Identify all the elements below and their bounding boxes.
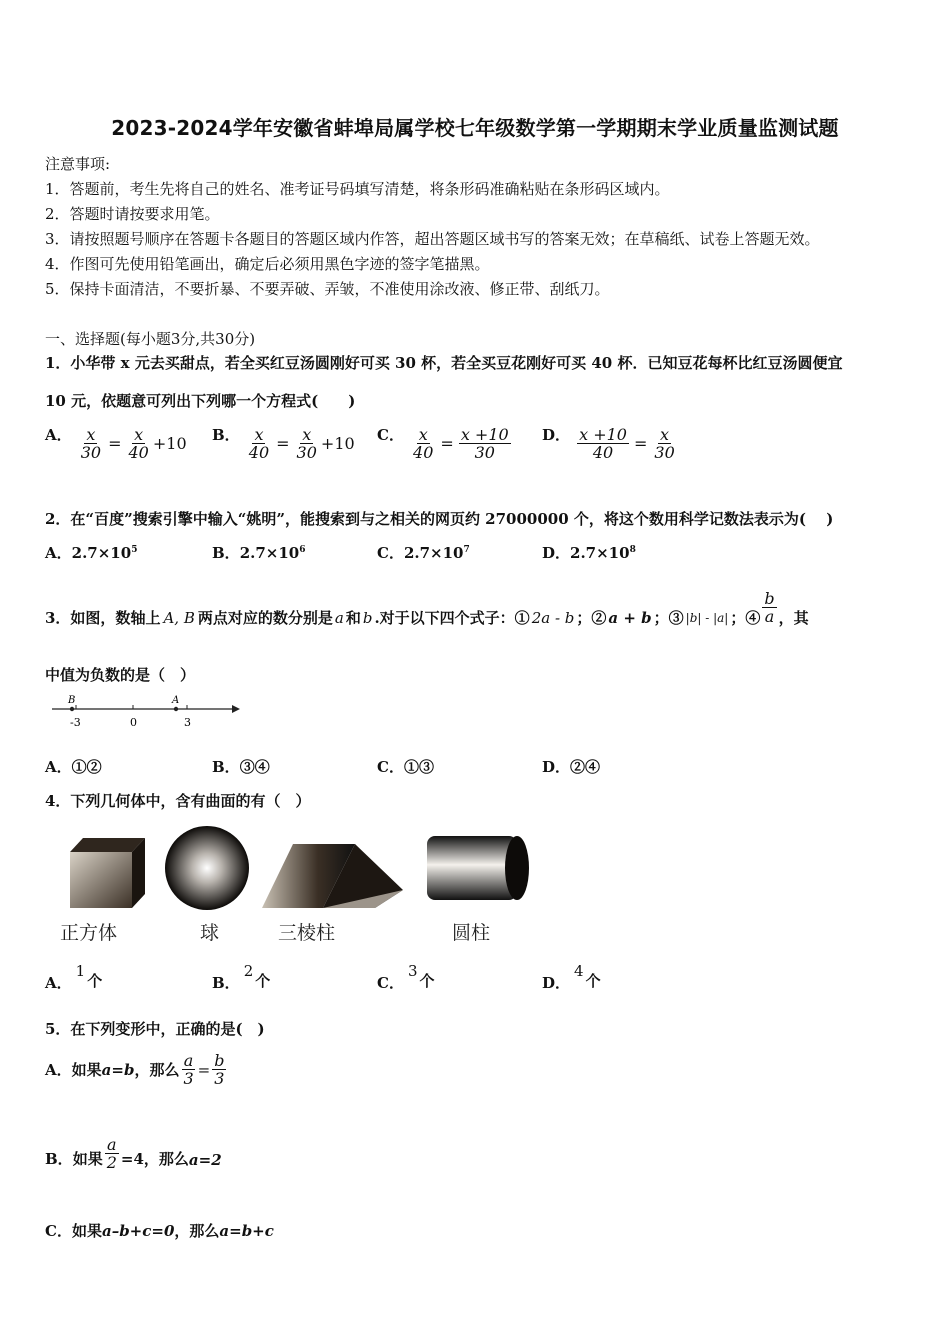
frac-den: a [764,607,775,626]
page-title: 2023-2024学年安徽省蚌埠局属学校七年级数学第一学期期末学业质量监测试题 [111,116,839,140]
arrow-icon [232,705,240,713]
exponent: 5 [131,545,138,555]
frac-den: 40 [248,443,270,462]
frac-den: 3 [214,1069,225,1088]
frac-den: 30 [80,443,102,462]
q3-stem-line2: 中值为负数的是（ ） [45,666,196,684]
option-label: B． [45,1150,73,1168]
option-value: 2 [243,962,254,980]
option-value: ①③ [403,758,434,776]
q2-option-b[interactable] [212,542,306,563]
option-value: 2.7×10 [570,544,630,562]
stem-math: A, B [163,608,195,627]
option-unit: 个 [255,972,271,990]
point-a [174,707,178,711]
solids-figure [55,824,545,919]
frac-num: x [302,425,312,444]
frac-num: b [764,589,775,608]
q4-option-a[interactable] [45,962,103,992]
frac-den: 30 [296,443,317,462]
frac-den: 3 [183,1069,194,1088]
notice-item: 5．保持卡面清洁，不要折暴、不要弄破、弄皱，不准使用涂改液、修正带、刮纸刀。 [45,280,610,298]
option-label: A． [45,974,72,992]
option-value: ③④ [239,758,270,776]
q1-stem-line1: 1．小华带 x 元去买甜点，若全买红豆汤圆刚好可买 30 杯，若全买豆花刚好可买 40 杯．已知豆花每杯比红豆汤圆便宜 [45,354,843,372]
option-label: B． [212,974,240,992]
stem-math: b [362,608,373,627]
frac-den: 30 [654,443,675,462]
stem-math: 2a - b [531,608,575,627]
exponent: 6 [299,545,306,555]
option-math: a=2 [188,1151,222,1169]
label-a: A [172,695,180,706]
option-value: 4 [574,962,584,980]
option-label: C． [377,426,404,444]
section-heading: 一、选择题(每小题3分,共30分) [45,330,256,348]
frac-num: x [660,425,670,444]
option-value: ①② [71,758,102,776]
option-label: D． [542,758,571,776]
frac-num: a [183,1051,194,1070]
equals-sign: = [440,434,454,453]
option-label: C． [377,758,404,776]
q1-option-c[interactable] [377,424,513,461]
cube-icon [70,852,132,908]
eq-tail: +10 [152,434,187,453]
q4-option-b[interactable] [212,962,271,992]
option-value: ②④ [570,758,601,776]
shape-label-cube: 正方体 [60,922,118,944]
option-text: 如果 [72,1150,103,1168]
tick-label: 0 [130,716,137,729]
option-label: D． [542,544,571,562]
notice-heading: 注意事项: [45,155,111,173]
option-label: C． [377,974,404,992]
q2-option-c[interactable] [377,542,470,563]
q5-option-a[interactable] [45,1052,228,1087]
cylinder-end [505,836,529,900]
notice-item: 4．作图可先使用铅笔画出，确定后必须用黑色字迹的签字笔描黑。 [45,255,490,273]
option-value: 2.7×10 [403,544,464,562]
q2-stem: 2．在“百度”搜索引擎中输入“姚明”，能搜索到与之相关的网页约 27000000 个，将这个数用科学记数法表示为( ) [45,510,834,528]
equals-sign: = [108,434,122,453]
equals-sign: = [633,434,648,453]
cube-top [70,838,145,852]
frac-num: x +10 [460,425,509,444]
frac-num: b [214,1051,225,1070]
tick-label: 3 [184,716,191,729]
q1-option-b[interactable] [212,424,355,461]
frac-num: x +10 [579,425,627,444]
q4-option-c[interactable] [377,962,435,992]
stem-math: a + b [608,608,652,627]
shape-label-cylinder: 圆柱 [452,922,491,944]
option-value: 3 [407,962,418,980]
equals-sign: = [197,1060,211,1079]
q1-option-a[interactable] [45,424,187,461]
eq-tail: +10 [320,434,355,453]
frac-num: x [134,425,144,444]
stem-text: ；③ [653,609,684,627]
notice-item: 1．答题前，考生先将自己的姓名、准考证号码填写清楚，将条形码准确粘贴在条形码区域内。 [45,180,670,198]
notice-item: 2．答题时请按要求用笔。 [45,205,220,223]
number-line-figure [48,692,243,732]
option-text: ，那么 [174,1222,220,1240]
option-label: A． [45,544,72,562]
q5-option-b[interactable] [45,1136,222,1171]
point-b [70,707,74,711]
option-label: B． [212,426,240,444]
frac-num: x [86,425,96,444]
option-text: =4，那么 [120,1150,189,1168]
cylinder-icon [427,836,517,900]
option-label: B． [212,544,240,562]
option-math: a–b+c=0 [101,1222,175,1240]
q3-option-c[interactable] [377,756,434,777]
q3-option-d[interactable] [542,756,600,777]
exponent: 8 [629,545,636,555]
exponent: 7 [463,545,470,555]
option-label: B． [212,758,240,776]
q2-option-d[interactable] [542,542,636,563]
stem-text: 两点对应的数分别是 [197,609,333,627]
equals-sign: = [276,434,290,453]
q4-option-d[interactable] [542,962,601,992]
sphere-icon [165,826,249,910]
option-label: C． [45,1222,72,1240]
q2-option-a[interactable] [45,542,137,563]
q5-stem: 5．在下列变形中，正确的是( ) [45,1020,265,1038]
option-value: 1 [75,962,86,980]
q1-option-d[interactable] [542,424,679,461]
option-label: C． [377,544,404,562]
q5-option-c[interactable] [45,1220,274,1241]
option-text: ，那么 [134,1061,180,1079]
stem-text: ；④ [730,609,761,627]
option-label: D． [542,974,571,992]
label-b: B [68,695,76,706]
option-value: 2.7×10 [239,544,300,562]
frac-den: 30 [474,443,495,462]
frac-den: 2 [106,1153,117,1172]
option-label: D． [542,426,571,444]
frac-den: 40 [413,443,434,462]
q3-option-b[interactable] [212,756,270,777]
q1-stem-line2: 10 元，依题意可列出下列哪一个方程式( ) [45,392,356,410]
option-text: 如果 [71,1061,102,1079]
tick-label: -3 [70,716,81,729]
stem-text: ；② [576,609,607,627]
stem-text: 3．如图，数轴上 [45,609,161,627]
stem-math: |b| - |a| [685,610,729,625]
frac-den: 40 [128,443,149,462]
stem-text: ，其 [778,609,809,627]
shape-label-sphere: 球 [200,922,220,944]
q3-stem-line1 [45,589,809,635]
option-unit: 个 [87,972,103,990]
option-value: 2.7×10 [71,544,132,562]
option-unit: 个 [419,972,435,990]
option-label: A． [45,1061,72,1079]
shape-label-prism: 三棱柱 [278,922,336,944]
option-label: A． [45,758,72,776]
q4-stem: 4．下列几何体中，含有曲面的有（ ） [45,792,311,810]
option-text: 如果 [71,1222,102,1240]
q3-option-a[interactable] [45,756,102,777]
frac-num: x [418,425,428,444]
notice-item: 3．请按照题号顺序在答题卡各题目的答题区域内作答，超出答题区域书写的答案无效；在草稿纸、试卷上答题无效。 [45,230,820,248]
frac-num: a [107,1135,117,1154]
option-unit: 个 [585,972,601,990]
stem-text: .对于以下四个式子：① [374,609,530,627]
option-math: a=b [101,1060,135,1079]
frac-den: 40 [592,443,614,462]
stem-text: 和 [345,609,361,627]
stem-math: a [334,608,344,627]
option-math: a=b+c [219,1222,274,1240]
option-label: A． [45,426,72,444]
frac-num: x [254,425,264,444]
